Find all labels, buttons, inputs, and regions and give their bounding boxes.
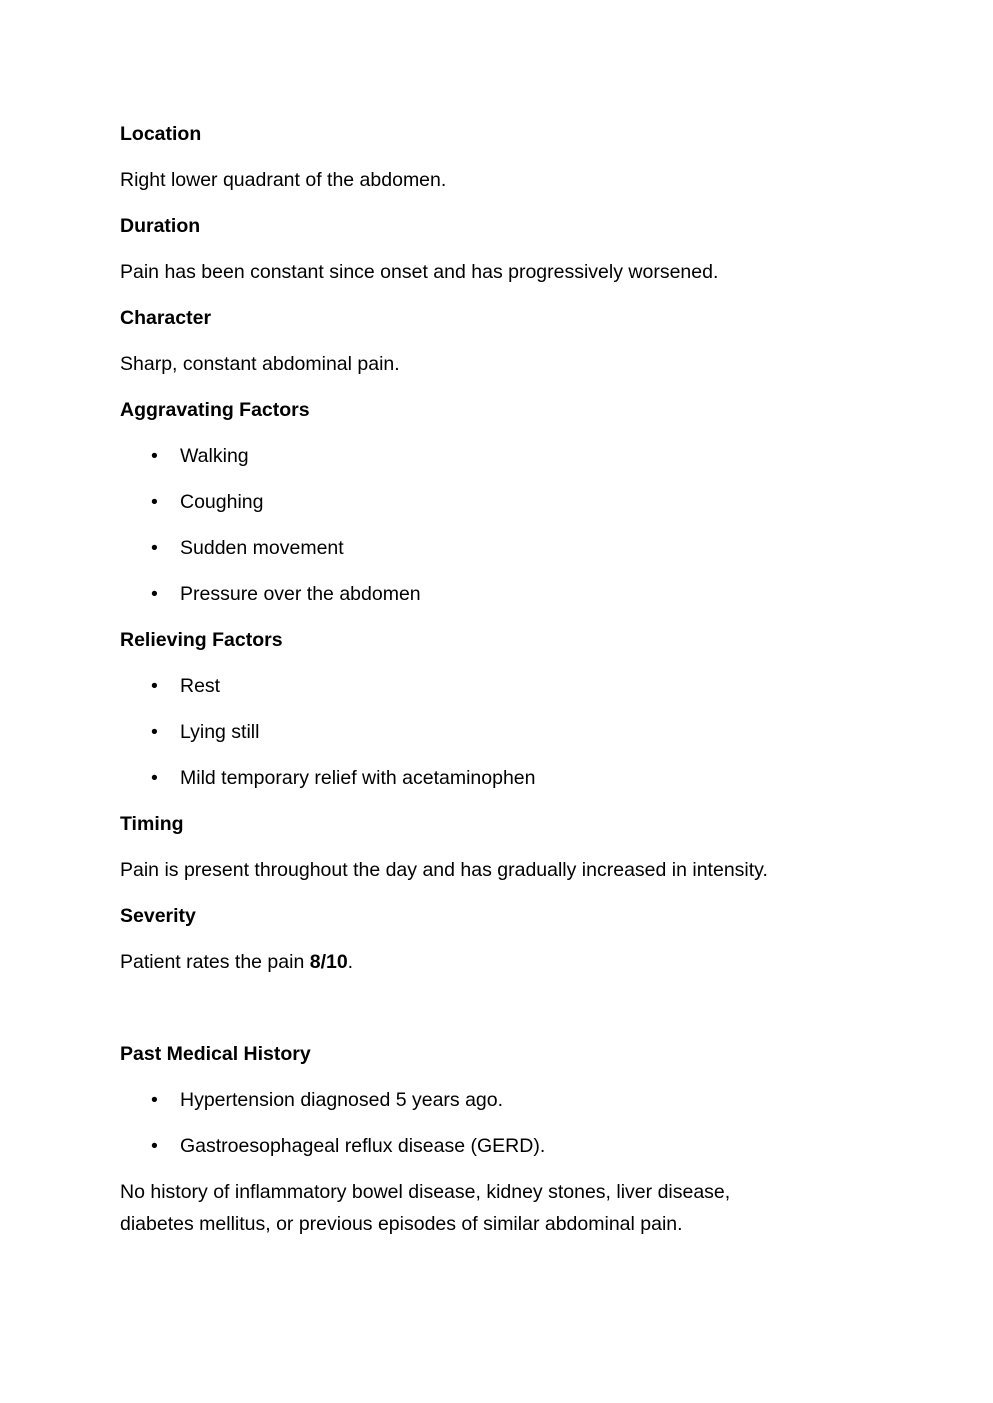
severity-text-after: .	[347, 951, 354, 973]
list-item	[120, 720, 893, 744]
bullet-icon: •	[151, 491, 158, 513]
aggravating-factors-list	[120, 444, 893, 606]
list-item	[120, 582, 893, 606]
aggravating-factors-heading: Aggravating Factors	[120, 399, 310, 421]
bullet-icon: •	[151, 537, 158, 559]
list-item	[120, 1134, 893, 1158]
severity-value: 8/10	[309, 951, 348, 973]
bullet-icon: •	[151, 1089, 158, 1111]
character-heading: Character	[120, 307, 212, 329]
duration-heading: Duration	[120, 215, 201, 237]
list-item	[120, 490, 893, 514]
bullet-icon: •	[151, 445, 158, 467]
duration-text: Pain has been constant since onset and has progressively worsened.	[120, 261, 719, 283]
note-line: No history of inflammatory bowel disease, kidney stones, liver disease,	[120, 1181, 731, 1203]
past-medical-history-list	[120, 1088, 893, 1158]
relieving-factors-heading: Relieving Factors	[120, 629, 283, 651]
past-medical-history-heading: Past Medical History	[120, 1043, 311, 1065]
list-item-text: Walking	[180, 445, 249, 467]
list-item	[120, 1088, 893, 1112]
list-item-text: Sudden movement	[180, 537, 344, 559]
list-item-text: Mild temporary relief with acetaminophen	[180, 767, 536, 789]
list-item-text: Lying still	[180, 721, 260, 743]
list-item	[120, 674, 893, 698]
bullet-icon: •	[151, 721, 158, 743]
severity-text	[120, 950, 893, 974]
bullet-icon: •	[151, 767, 158, 789]
list-item-text: Gastroesophageal reflux disease (GERD).	[180, 1135, 546, 1157]
location-heading: Location	[120, 123, 202, 145]
list-item-text: Pressure over the abdomen	[180, 583, 421, 605]
timing-text: Pain is present throughout the day and has gradually increased in intensity.	[120, 859, 768, 881]
character-text: Sharp, constant abdominal pain.	[120, 353, 400, 375]
past-medical-history-note	[120, 1176, 893, 1240]
timing-heading: Timing	[120, 813, 184, 835]
list-item	[120, 444, 893, 468]
list-item-text: Rest	[180, 675, 221, 697]
list-item-text: Hypertension diagnosed 5 years ago.	[180, 1089, 504, 1111]
bullet-icon: •	[151, 583, 158, 605]
note-line: diabetes mellitus, or previous episodes of similar abdominal pain.	[120, 1213, 683, 1235]
section-spacer	[120, 996, 893, 1042]
severity-heading: Severity	[120, 905, 196, 927]
list-item	[120, 766, 893, 790]
list-item-text: Coughing	[180, 491, 264, 513]
relieving-factors-list	[120, 674, 893, 790]
bullet-icon: •	[151, 1135, 158, 1157]
severity-text-before: Patient rates the pain	[120, 951, 310, 973]
list-item	[120, 536, 893, 560]
bullet-icon: •	[151, 675, 158, 697]
location-text: Right lower quadrant of the abdomen.	[120, 169, 447, 191]
